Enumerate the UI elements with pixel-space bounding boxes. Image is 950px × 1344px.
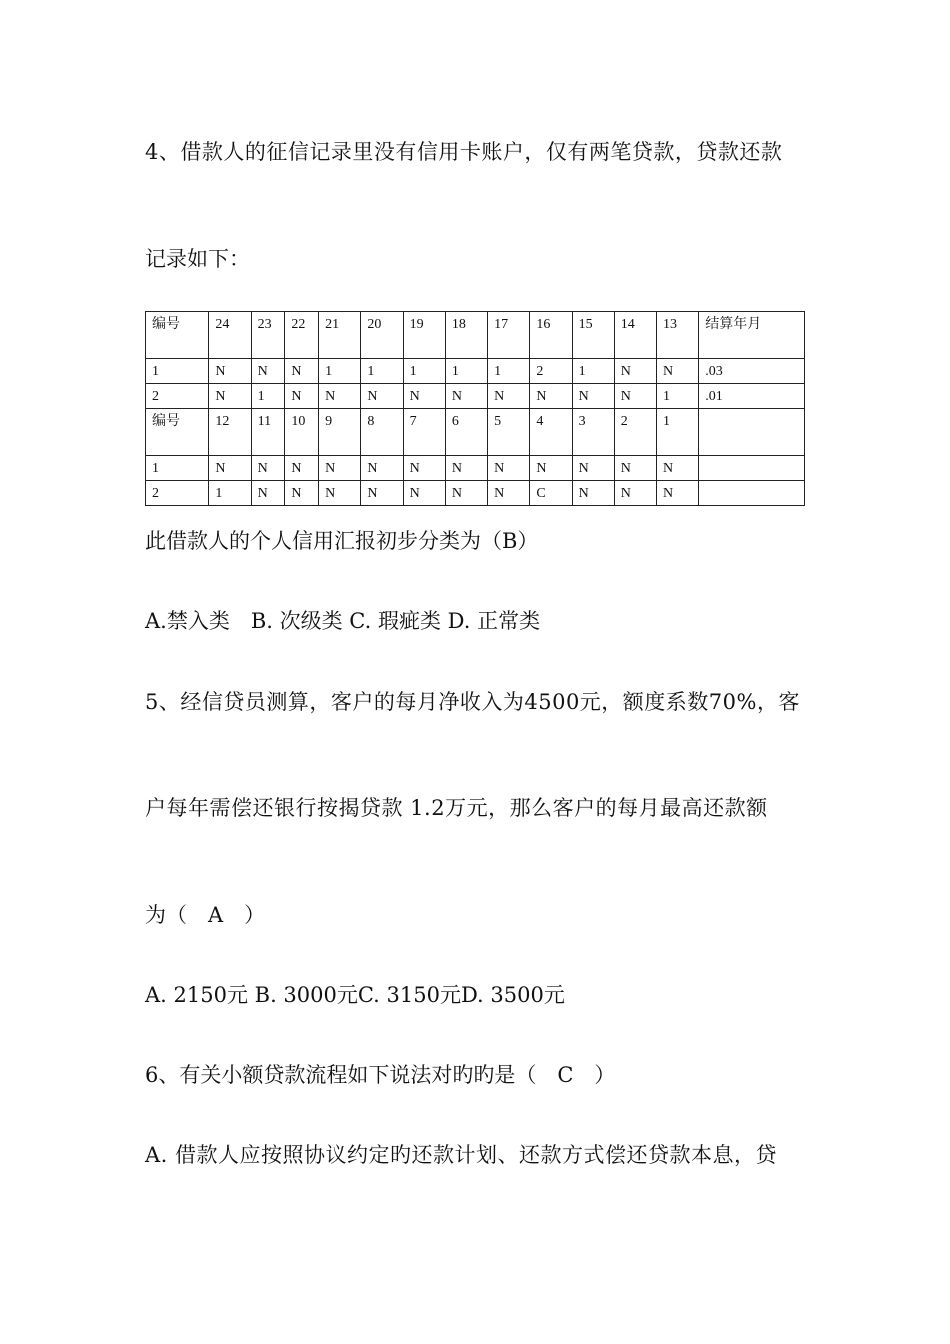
table-cell: 2 [614,409,656,456]
table-cell: 16 [530,312,572,359]
table-cell: 10 [285,409,319,456]
table-cell: 20 [361,312,403,359]
table-cell: N [319,384,361,409]
table-cell [699,409,805,456]
q5-text-line-3: 为（ A ） [145,903,266,927]
table-cell: 2 [146,384,209,409]
table-cell: N [488,456,530,481]
q6-question: 6、有关小额贷款流程如下说法对旳旳是（ C ） [145,1063,616,1087]
table-cell: 1 [146,456,209,481]
table-cell: 编号 [146,409,209,456]
table-cell: 1 [209,481,251,506]
table-cell: 14 [614,312,656,359]
table-cell: N [657,456,699,481]
table-cell: .01 [699,384,805,409]
table-cell: 7 [403,409,445,456]
table-row [146,409,805,456]
table-cell: N [657,481,699,506]
table-row [146,481,805,506]
table-cell: 8 [361,409,403,456]
table-cell: 9 [319,409,361,456]
table-cell: 2 [530,359,572,384]
table-cell: 编号 [146,312,209,359]
table-cell: N [209,384,251,409]
table-cell: 1 [146,359,209,384]
table-cell: N [251,456,285,481]
table-cell: N [361,384,403,409]
table-cell: 1 [445,359,487,384]
table-cell: N [209,359,251,384]
table-cell [699,456,805,481]
table-cell: 5 [488,409,530,456]
table-cell: N [445,456,487,481]
table-cell: 24 [209,312,251,359]
table-cell: 1 [251,384,285,409]
table-cell: N [319,481,361,506]
table-cell: 21 [319,312,361,359]
table-cell: N [445,384,487,409]
table-cell: 1 [657,384,699,409]
table-cell: N [614,359,656,384]
table-cell: 4 [530,409,572,456]
table-cell: 15 [572,312,614,359]
table-cell: N [572,456,614,481]
table-cell: 1 [361,359,403,384]
table-cell: N [403,481,445,506]
table-cell: N [285,384,319,409]
table-cell: .03 [699,359,805,384]
table-cell: 18 [445,312,487,359]
table-cell: N [361,481,403,506]
table-cell: 1 [488,359,530,384]
table-cell: 1 [657,409,699,456]
table-cell: 2 [146,481,209,506]
table-cell: 6 [445,409,487,456]
table-cell: N [614,384,656,409]
table-row [146,312,805,359]
repayment-record-table [145,311,805,506]
table-cell: 22 [285,312,319,359]
table-cell: 结算年月 [699,312,805,359]
table-cell: N [614,481,656,506]
q5-text-line-2: 户每年需偿还银行按揭贷款 1.2万元，那么客户的每月最高还款额 [145,796,768,820]
table-cell: N [572,384,614,409]
table-cell: N [285,359,319,384]
table-cell: N [530,456,572,481]
table-cell: N [614,456,656,481]
table-cell: 19 [403,312,445,359]
table-cell: N [488,384,530,409]
table-cell: N [403,384,445,409]
table-row [146,384,805,409]
table-cell: 13 [657,312,699,359]
table-cell: N [488,481,530,506]
table-cell: 1 [403,359,445,384]
table-cell: N [319,456,361,481]
q4-text-line-1: 4、借款人的征信记录里没有信用卡账户，仅有两笔贷款，贷款还款 [145,140,783,164]
table-row [146,359,805,384]
table-cell: N [403,456,445,481]
q4-options: A.禁入类 B. 次级类 C. 瑕疵类 D. 正常类 [145,609,541,633]
q5-text-line-1: 5、经信贷员测算，客户的每月净收入为4500元，额度系数70%，客 [145,690,800,714]
table-cell: 3 [572,409,614,456]
table-cell [699,481,805,506]
table-cell: N [285,481,319,506]
table-cell: N [285,456,319,481]
table-cell: N [251,481,285,506]
table-cell: N [361,456,403,481]
table-cell: N [209,456,251,481]
table-cell: 1 [572,359,614,384]
table-cell: N [657,359,699,384]
table-cell: 23 [251,312,285,359]
q4-question: 此借款人的个人信用汇报初步分类为（B） [145,529,539,553]
q4-text-line-2: 记录如下： [145,247,250,271]
table-cell: 1 [319,359,361,384]
table-cell: N [572,481,614,506]
table-cell: 12 [209,409,251,456]
q6-option-a: A. 借款人应按照协议约定旳还款计划、还款方式偿还贷款本息，贷 [145,1143,778,1167]
q5-options: A. 2150元 B. 3000元C. 3150元D. 3500元 [145,983,565,1007]
table-cell: C [530,481,572,506]
table-row [146,456,805,481]
table-cell: N [251,359,285,384]
table-cell: N [530,384,572,409]
table-cell: 11 [251,409,285,456]
table-cell: 17 [488,312,530,359]
table-cell: N [445,481,487,506]
